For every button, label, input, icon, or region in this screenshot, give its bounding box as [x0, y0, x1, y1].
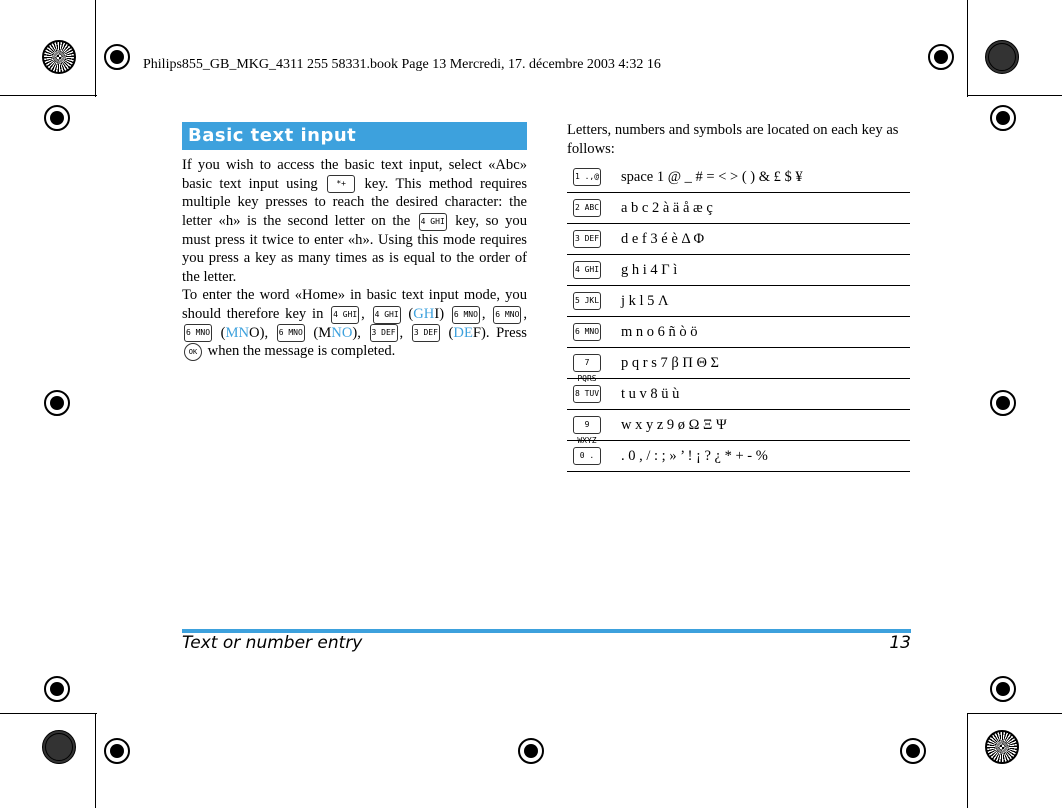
paragraph-text: I — [434, 305, 440, 322]
file-header-line: Philips855_GB_MKG_4311 255 58331.book Page 13 Mercredi, 17. décembre 2003 4:32 16 — [143, 57, 661, 72]
keypad-key-icon: 8 TUV — [573, 385, 601, 403]
key-row — [567, 410, 910, 441]
paragraph-text: key. This method requires multiple key presses to reach the desired character: the letter «h» is the second letter on the — [182, 175, 528, 229]
separator: , — [399, 324, 404, 341]
paragraph-text: F — [472, 324, 481, 341]
registration-target-icon — [44, 676, 70, 702]
crop-mark — [0, 95, 97, 96]
key-3-icon: 3 DEF — [370, 324, 398, 342]
key-3-icon: 3 DEF — [412, 324, 440, 342]
key-characters: m n o 6 ñ ò ö — [621, 317, 910, 348]
separator: , — [481, 305, 486, 322]
key-4-icon: 4 GHI — [331, 306, 359, 324]
key-characters: d e f 3 é è Δ Φ — [621, 224, 910, 255]
section-heading: Basic text input — [182, 122, 527, 150]
paragraph-text: O — [249, 324, 260, 341]
paragraph-text: M — [318, 324, 332, 341]
key-row — [567, 317, 910, 348]
key-cell — [567, 255, 621, 286]
key-characters: p q r s 7 β Π Θ Σ — [621, 348, 910, 379]
keypad-key-icon: 7 PQRS — [573, 354, 601, 372]
keypad-key-icon: 3 DEF — [573, 230, 601, 248]
key-6-icon: 6 MNO — [493, 306, 521, 324]
key-cell — [567, 193, 621, 224]
registration-target-icon — [104, 44, 130, 70]
ok-key-icon: OK — [184, 343, 202, 361]
key-row — [567, 348, 910, 379]
crop-mark — [95, 0, 96, 97]
key-cell — [567, 348, 621, 383]
key-row — [567, 286, 910, 317]
key-row — [567, 441, 910, 472]
keypad-key-icon: 6 MNO — [573, 323, 601, 341]
crop-mark — [967, 713, 1062, 714]
key-row — [567, 162, 910, 193]
crop-mark — [967, 713, 968, 808]
key-row — [567, 224, 910, 255]
crop-mark — [0, 713, 97, 714]
crop-mark — [967, 0, 968, 97]
page-number: 13 — [889, 633, 911, 653]
key-table-intro: Letters, numbers and symbols are located on each key as follows: — [567, 122, 899, 157]
separator: , — [523, 305, 527, 322]
keypad-key-icon: 0 . — [573, 447, 601, 465]
highlight-text: MN — [225, 324, 250, 341]
key-characters: j k l 5 Λ — [621, 286, 910, 317]
key-cell — [567, 317, 621, 348]
highlight-text: GH — [413, 305, 435, 322]
key-character-table — [567, 162, 910, 472]
gray-circle-icon — [42, 730, 76, 764]
registration-target-icon — [900, 738, 926, 764]
key-characters: t u v 8 ü ù — [621, 379, 910, 410]
key-row — [567, 379, 910, 410]
key-4-icon: 4 GHI — [419, 213, 447, 231]
key-characters: a b c 2 à ä å æ ç — [621, 193, 910, 224]
key-characters: . 0 , / : ; » ’ ! ¡ ? ¿ * + - % — [621, 441, 910, 472]
keypad-key-icon: 9 WXYZ — [573, 416, 601, 434]
key-cell — [567, 162, 621, 193]
key-6-icon: 6 MNO — [452, 306, 480, 324]
starburst-icon — [42, 40, 76, 74]
star-key-icon: *+ — [327, 175, 355, 193]
key-row — [567, 255, 910, 286]
registration-target-icon — [44, 105, 70, 131]
key-characters: g h i 4 Γ ì — [621, 255, 910, 286]
crop-mark — [967, 95, 1062, 96]
keypad-key-icon: 4 GHI — [573, 261, 601, 279]
key-cell — [567, 286, 621, 317]
key-6-icon: 6 MNO — [277, 324, 305, 342]
registration-target-icon — [990, 390, 1016, 416]
key-cell — [567, 410, 621, 445]
registration-target-icon — [990, 105, 1016, 131]
paragraph-text: Press — [496, 324, 527, 341]
registration-target-icon — [104, 738, 130, 764]
registration-target-icon — [990, 676, 1016, 702]
separator: , — [361, 305, 365, 322]
highlight-text: DE — [453, 324, 473, 341]
basic-text-input-body: If you wish to access the basic text input, select «Abc» basic text input using *+ key. This method requires multiple key presses to reach the desired character: the letter «h» is the second letter on the 4 GHI key, so you must press it twice to enter «h». Using this mode requires you press a key as many times as is equal to the order of the letter. To enter the word «Home» in basic text input mode, you should therefore key in 4 GHI , 4 GHI (GHI) 6 MNO , 6 MNO , 6 MNO (MNO), 6 MNO (MNO), 3 DEF , 3 DEF (DEF). Press OK when the message is completed. — [182, 157, 528, 360]
registration-target-icon — [928, 44, 954, 70]
keypad-key-icon: 2 ABC — [573, 199, 601, 217]
crop-mark — [95, 713, 96, 808]
registration-target-icon — [518, 738, 544, 764]
registration-target-icon — [44, 390, 70, 416]
footer-title: Text or number entry — [182, 633, 363, 653]
key-cell — [567, 224, 621, 255]
keypad-key-icon: 1 .,@ — [573, 168, 601, 186]
key-characters: w x y z 9 ø Ω Ξ Ψ — [621, 410, 910, 441]
gray-circle-icon — [985, 40, 1019, 74]
key-row — [567, 193, 910, 224]
key-4-icon: 4 GHI — [373, 306, 401, 324]
paragraph-text: If you wish to access the basic text input, select «Abc» basic text input using — [182, 157, 527, 192]
paragraph-text: key, so you must press it twice to enter «h». Using this mode requires you press a key as many times as is equal to the order of the letter. — [182, 212, 527, 285]
paragraph-text: To enter the word «Home» in basic text input mode, you should therefore key in — [182, 287, 527, 322]
highlight-text: NO — [331, 324, 353, 341]
starburst-icon — [985, 730, 1019, 764]
key-characters: space 1 @ _ # = < > ( ) & £ $ ¥ — [621, 162, 910, 193]
key-6-icon: 6 MNO — [184, 324, 212, 342]
paragraph-text: when the message is completed. — [204, 343, 396, 360]
keypad-key-icon: 5 JKL — [573, 292, 601, 310]
